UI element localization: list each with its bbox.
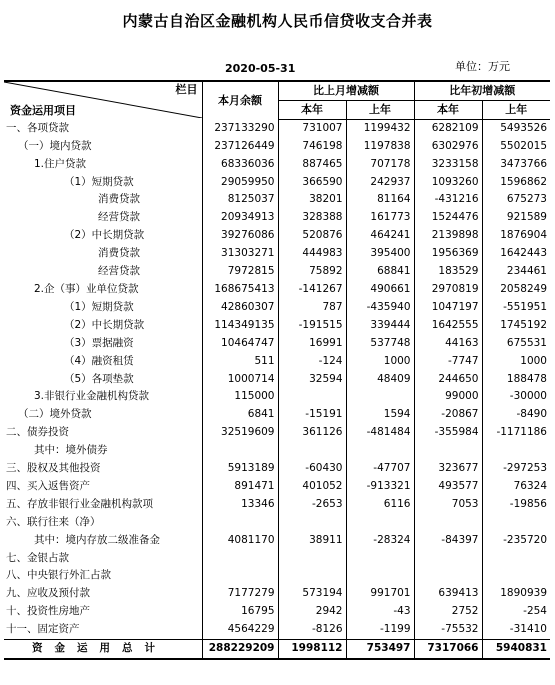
row-value: -297253 — [482, 460, 550, 478]
row-label: 其中：境内存放二级准备金 — [34, 533, 160, 546]
row-value: 339444 — [346, 317, 414, 335]
row-value: -435940 — [346, 299, 414, 317]
row-value: 4081170 — [202, 532, 278, 550]
row-value: 707178 — [346, 156, 414, 174]
row-value: 38911 — [278, 532, 346, 550]
row-value: 32519609 — [202, 424, 278, 442]
row-value: 464241 — [346, 227, 414, 245]
row-value — [278, 388, 346, 406]
total-label: 资金运用总计 — [4, 640, 202, 659]
table-row — [4, 371, 550, 389]
row-value: -7747 — [414, 353, 482, 371]
header-item: 资金运用项目 — [10, 104, 76, 118]
row-value: 6282109 — [414, 119, 482, 137]
row-value: 787 — [278, 299, 346, 317]
row-value: 1524476 — [414, 209, 482, 227]
row-value: 5502015 — [482, 138, 550, 156]
row-label: 三、股权及其他投资 — [6, 462, 101, 475]
row-label: 1.住户贷款 — [34, 157, 87, 170]
row-value — [482, 550, 550, 568]
row-value: 1000714 — [202, 371, 278, 389]
total-value: 1998112 — [278, 640, 346, 659]
row-value: -1199 — [346, 621, 414, 639]
total-value: 288229209 — [202, 640, 278, 659]
header-mom-this-year: 本年 — [278, 100, 346, 119]
row-value: 1956369 — [414, 245, 482, 263]
row-label: 八、中央银行外汇占款 — [6, 569, 111, 582]
row-label: 十、投资性房地产 — [6, 605, 90, 618]
row-value: 6302976 — [414, 138, 482, 156]
row-value — [202, 567, 278, 585]
table-row — [4, 174, 550, 192]
row-label: 二、债券投资 — [6, 426, 69, 439]
row-value: 188478 — [482, 371, 550, 389]
row-value: 39276086 — [202, 227, 278, 245]
table-row — [4, 514, 550, 532]
row-value: -15191 — [278, 406, 346, 424]
row-value: 16795 — [202, 603, 278, 621]
row-value: 2139898 — [414, 227, 482, 245]
row-value: 5493526 — [482, 119, 550, 137]
row-value: 114349135 — [202, 317, 278, 335]
row-value: 99000 — [414, 388, 482, 406]
row-value: 81164 — [346, 191, 414, 209]
row-value: 395400 — [346, 245, 414, 263]
row-value: -30000 — [482, 388, 550, 406]
row-value: -60430 — [278, 460, 346, 478]
row-value: 38201 — [278, 191, 346, 209]
table-row — [4, 550, 550, 568]
row-value: 731007 — [278, 119, 346, 137]
table-row — [4, 335, 550, 353]
table-row — [4, 603, 550, 621]
row-label: （1）短期贷款 — [64, 300, 134, 313]
row-value: 1197838 — [346, 138, 414, 156]
row-value: -1171186 — [482, 424, 550, 442]
row-value — [482, 514, 550, 532]
table-row — [4, 281, 550, 299]
row-label: （一）境内贷款 — [18, 139, 92, 152]
row-value: -913321 — [346, 478, 414, 496]
row-value: 48409 — [346, 371, 414, 389]
row-value: 244650 — [414, 371, 482, 389]
row-value: 891471 — [202, 478, 278, 496]
row-value: -8490 — [482, 406, 550, 424]
row-value: 68336036 — [202, 156, 278, 174]
row-label: 消费贷款 — [98, 193, 140, 206]
row-label: 3.非银行业金融机构贷款 — [34, 390, 150, 403]
row-value — [278, 567, 346, 585]
row-value — [278, 550, 346, 568]
row-value — [278, 442, 346, 460]
row-value: 537748 — [346, 335, 414, 353]
row-value: 1876904 — [482, 227, 550, 245]
row-label: 经营贷款 — [98, 211, 140, 224]
total-value: 7317066 — [414, 640, 482, 659]
row-label: 经营贷款 — [98, 265, 140, 278]
table-row — [4, 119, 550, 137]
row-value: 20934913 — [202, 209, 278, 227]
row-value — [414, 514, 482, 532]
row-value: 639413 — [414, 585, 482, 603]
total-value: 753497 — [346, 640, 414, 659]
row-value: 991701 — [346, 585, 414, 603]
row-value: -19856 — [482, 496, 550, 514]
row-value: -75532 — [414, 621, 482, 639]
row-value: 237126449 — [202, 138, 278, 156]
header-mom-change: 比上月增减额 — [278, 81, 414, 100]
row-value: 1890939 — [482, 585, 550, 603]
table-row — [4, 442, 550, 460]
row-value: -84397 — [414, 532, 482, 550]
table-row — [4, 317, 550, 335]
row-value: -43 — [346, 603, 414, 621]
table-row — [4, 621, 550, 639]
row-label: 十一、固定资产 — [6, 623, 80, 636]
row-value: 234461 — [482, 263, 550, 281]
row-value — [202, 550, 278, 568]
row-value: 168675413 — [202, 281, 278, 299]
row-value — [482, 567, 550, 585]
row-label: 六、联行往来（净） — [6, 515, 101, 528]
table-row — [4, 245, 550, 263]
report-title: 内蒙古自治区金融机构人民币信贷收支合并表 — [122, 12, 433, 30]
row-value: 323677 — [414, 460, 482, 478]
row-value: 242937 — [346, 174, 414, 192]
row-value — [346, 388, 414, 406]
row-value — [346, 514, 414, 532]
table-row — [4, 424, 550, 442]
row-value: 887465 — [278, 156, 346, 174]
row-label: （4）融资租赁 — [64, 354, 134, 367]
row-value — [482, 442, 550, 460]
row-value: 1093260 — [414, 174, 482, 192]
row-value: 1642555 — [414, 317, 482, 335]
row-label: （1）短期贷款 — [64, 175, 134, 188]
row-value: -355984 — [414, 424, 482, 442]
row-label: 七、金银占款 — [6, 551, 69, 564]
table-row — [4, 567, 550, 585]
row-value: 2942 — [278, 603, 346, 621]
row-value: 7972815 — [202, 263, 278, 281]
row-value — [414, 550, 482, 568]
row-value: 68841 — [346, 263, 414, 281]
row-value: 29059950 — [202, 174, 278, 192]
row-value: 76324 — [482, 478, 550, 496]
row-value — [346, 567, 414, 585]
table-row — [4, 585, 550, 603]
credit-balance-table — [4, 80, 550, 660]
row-value: 31303271 — [202, 245, 278, 263]
table-row — [4, 353, 550, 371]
row-value: 161773 — [346, 209, 414, 227]
row-value: 8125037 — [202, 191, 278, 209]
row-value: 183529 — [414, 263, 482, 281]
row-value: 1199432 — [346, 119, 414, 137]
report-date: 2020-05-31 — [225, 62, 296, 75]
row-value: -28324 — [346, 532, 414, 550]
header-ytd-change: 比年初增减额 — [414, 81, 550, 100]
row-value: 493577 — [414, 478, 482, 496]
row-value: -431216 — [414, 191, 482, 209]
row-value: 44163 — [414, 335, 482, 353]
row-value — [278, 514, 346, 532]
row-value: 13346 — [202, 496, 278, 514]
row-value: -481484 — [346, 424, 414, 442]
row-value: 5913189 — [202, 460, 278, 478]
row-value: 1596862 — [482, 174, 550, 192]
row-value: 366590 — [278, 174, 346, 192]
table-row — [4, 263, 550, 281]
row-label: （2）中长期贷款 — [64, 318, 145, 331]
row-value: 444983 — [278, 245, 346, 263]
row-value: 1642443 — [482, 245, 550, 263]
row-label: 其中：境外债券 — [34, 444, 108, 457]
total-row — [4, 640, 550, 659]
table-row — [4, 406, 550, 424]
row-value: -124 — [278, 353, 346, 371]
row-label: 四、买入返售资产 — [6, 479, 90, 492]
row-value: 328388 — [278, 209, 346, 227]
header-current-balance: 本月余额 — [202, 81, 278, 119]
row-value: 490661 — [346, 281, 414, 299]
row-value: 1594 — [346, 406, 414, 424]
row-value: 16991 — [278, 335, 346, 353]
row-value: 75892 — [278, 263, 346, 281]
row-label: 五、存放非银行业金融机构款项 — [6, 497, 153, 510]
row-label: 2.企（事）业单位贷款 — [34, 282, 139, 295]
row-value — [414, 442, 482, 460]
header-ytd-last-year: 上年 — [482, 100, 550, 119]
row-value: -2653 — [278, 496, 346, 514]
header-mom-last-year: 上年 — [346, 100, 414, 119]
table-row — [4, 388, 550, 406]
row-value: 1000 — [482, 353, 550, 371]
row-value: 6116 — [346, 496, 414, 514]
row-value — [346, 550, 414, 568]
row-value: -20867 — [414, 406, 482, 424]
header-corner-cell — [4, 81, 202, 119]
row-value: 2058249 — [482, 281, 550, 299]
row-value — [202, 442, 278, 460]
row-value: -191515 — [278, 317, 346, 335]
row-value: 1745192 — [482, 317, 550, 335]
row-value: 10464747 — [202, 335, 278, 353]
row-value: -235720 — [482, 532, 550, 550]
row-value: 2970819 — [414, 281, 482, 299]
row-label: （3）票据融资 — [64, 336, 134, 349]
row-label: 九、应收及预付款 — [6, 587, 90, 600]
row-value: 7177279 — [202, 585, 278, 603]
table-row — [4, 156, 550, 174]
row-value: -47707 — [346, 460, 414, 478]
row-label: （5）各项垫款 — [64, 372, 134, 385]
table-row — [4, 138, 550, 156]
header-lanmu: 栏目 — [175, 83, 198, 96]
header-ytd-this-year: 本年 — [414, 100, 482, 119]
row-label: （2）中长期贷款 — [64, 229, 145, 242]
table-row — [4, 478, 550, 496]
row-value: 746198 — [278, 138, 346, 156]
row-value: -31410 — [482, 621, 550, 639]
row-value: 1047197 — [414, 299, 482, 317]
table-row — [4, 191, 550, 209]
row-value: 237133290 — [202, 119, 278, 137]
row-value — [202, 514, 278, 532]
row-value: 115000 — [202, 388, 278, 406]
row-value: -141267 — [278, 281, 346, 299]
row-value: 675531 — [482, 335, 550, 353]
table-row — [4, 299, 550, 317]
row-label: 消费贷款 — [98, 247, 140, 260]
row-value: 520876 — [278, 227, 346, 245]
table-row — [4, 496, 550, 514]
row-value: 401052 — [278, 478, 346, 496]
row-value — [346, 442, 414, 460]
row-value: 7053 — [414, 496, 482, 514]
row-value: 2752 — [414, 603, 482, 621]
row-value: 42860307 — [202, 299, 278, 317]
row-value: 32594 — [278, 371, 346, 389]
row-label: （二）境外贷款 — [18, 408, 92, 421]
table-row — [4, 209, 550, 227]
row-label: 一、各项贷款 — [6, 121, 69, 134]
unit-label: 单位：万元 — [455, 60, 510, 73]
row-value: 511 — [202, 353, 278, 371]
row-value: -551951 — [482, 299, 550, 317]
table-row — [4, 227, 550, 245]
row-value: 3473766 — [482, 156, 550, 174]
row-value: 361126 — [278, 424, 346, 442]
table-row — [4, 460, 550, 478]
row-value: -254 — [482, 603, 550, 621]
row-value: 6841 — [202, 406, 278, 424]
row-value — [414, 567, 482, 585]
row-value: 1000 — [346, 353, 414, 371]
row-value: 675273 — [482, 191, 550, 209]
row-value: 4564229 — [202, 621, 278, 639]
row-value: -8126 — [278, 621, 346, 639]
row-value: 3233158 — [414, 156, 482, 174]
table-row — [4, 532, 550, 550]
total-value: 5940831 — [482, 640, 550, 659]
row-value: 921589 — [482, 209, 550, 227]
row-value: 573194 — [278, 585, 346, 603]
table-body — [4, 119, 550, 639]
